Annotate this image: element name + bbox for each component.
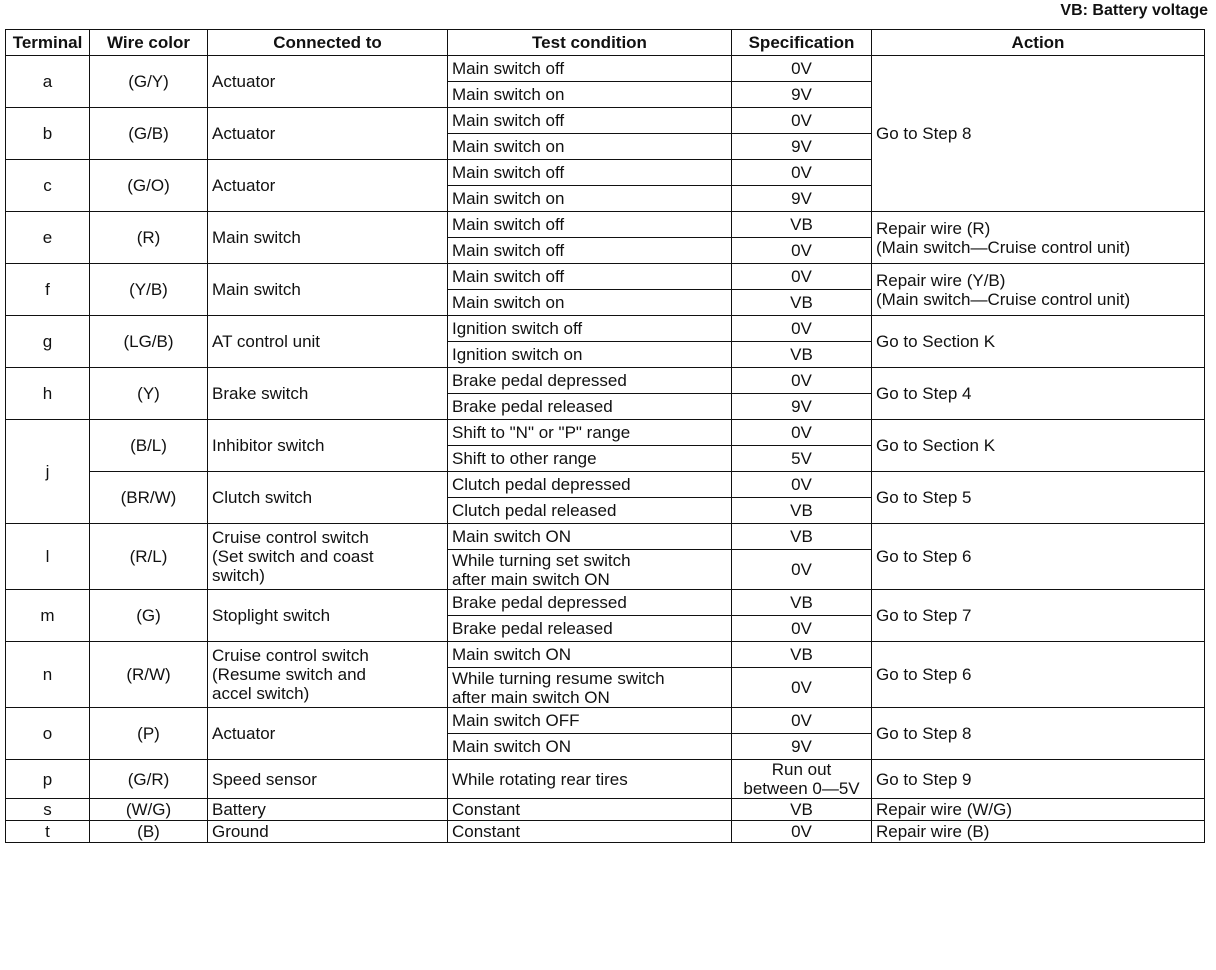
test-condition-cell: Constant: [448, 799, 732, 821]
action-line: (Main switch—Cruise control unit): [876, 237, 1131, 257]
table-row: [6, 760, 1205, 799]
test-condition-cell: Main switch on: [448, 186, 732, 212]
test-condition-cell: Clutch pedal depressed: [448, 472, 732, 498]
connected-to-cell: Brake switch: [208, 368, 448, 420]
specification-cell: 0V: [732, 264, 872, 290]
wire-color-cell: (G/Y): [90, 56, 208, 108]
specification-cell: VB: [732, 342, 872, 368]
header-test-condition: Test condition: [448, 30, 732, 56]
test-condition-cell: Clutch pedal released: [448, 498, 732, 524]
specification-cell: 9V: [732, 734, 872, 760]
test-condition-cell: Shift to "N" or "P" range: [448, 420, 732, 446]
action-cell: Go to Step 5: [872, 472, 1205, 524]
specification-cell: VB: [732, 524, 872, 550]
condition-line: after main switch ON: [452, 687, 610, 707]
connected-line: (Set switch and coast: [212, 547, 374, 566]
connected-to-cell: Ground: [208, 821, 448, 843]
wire-color-cell: (LG/B): [90, 316, 208, 368]
header-connected-to: Connected to: [208, 30, 448, 56]
wire-color-cell: (W/G): [90, 799, 208, 821]
specification-cell: 0V: [732, 420, 872, 446]
terminal-cell: p: [6, 760, 90, 799]
test-condition-cell: Main switch off: [448, 212, 732, 238]
battery-voltage-note: VB: Battery voltage: [1060, 2, 1208, 19]
wire-color-cell: (R): [90, 212, 208, 264]
action-cell: Repair wire (B): [872, 821, 1205, 843]
test-condition-cell: Brake pedal released: [448, 616, 732, 642]
test-condition-cell: Main switch on: [448, 134, 732, 160]
action-cell: Go to Step 8: [872, 708, 1205, 760]
connected-to-cell: Main switch: [208, 264, 448, 316]
header-terminal: Terminal: [6, 30, 90, 56]
wire-color-cell: (R/W): [90, 642, 208, 708]
header-specification: Specification: [732, 30, 872, 56]
test-condition-cell: Main switch off: [448, 56, 732, 82]
action-line: Repair wire (Y/B): [876, 270, 1006, 290]
terminal-cell: s: [6, 799, 90, 821]
specification-cell: 0V: [732, 368, 872, 394]
connected-to-cell: Actuator: [208, 160, 448, 212]
test-condition-cell: Main switch on: [448, 82, 732, 108]
spec-line: Run out: [771, 760, 832, 779]
action-cell: [872, 212, 1205, 264]
connected-to-cell: Clutch switch: [208, 472, 448, 524]
wire-color-cell: (R/L): [90, 524, 208, 590]
specification-cell: 5V: [732, 446, 872, 472]
connected-to-cell: Speed sensor: [208, 760, 448, 799]
connected-to-cell: Main switch: [208, 212, 448, 264]
test-condition-cell: [448, 550, 732, 590]
test-condition-cell: Brake pedal depressed: [448, 590, 732, 616]
action-cell: Go to Section K: [872, 316, 1205, 368]
action-cell: Go to Section K: [872, 420, 1205, 472]
specification-cell: 0V: [732, 472, 872, 498]
connected-line: (Resume switch and: [212, 665, 367, 684]
wire-color-cell: (G/O): [90, 160, 208, 212]
wire-color-cell: (P): [90, 708, 208, 760]
condition-line: after main switch ON: [452, 569, 610, 589]
action-cell: Go to Step 6: [872, 642, 1205, 708]
wire-color-cell: (B/L): [90, 420, 208, 472]
test-condition-cell: Brake pedal released: [448, 394, 732, 420]
specification-cell: 0V: [732, 821, 872, 843]
specification-cell: VB: [732, 642, 872, 668]
table-row: [6, 590, 1205, 616]
connected-line: Cruise control switch: [212, 528, 369, 547]
specification-cell: [732, 760, 872, 799]
table-header-row: [6, 30, 1205, 56]
connected-line: Cruise control switch: [212, 646, 369, 665]
terminal-cell: j: [6, 420, 90, 524]
table-row: [6, 56, 1205, 82]
action-line: (Main switch—Cruise control unit): [876, 289, 1131, 309]
connected-to-cell: [208, 524, 448, 590]
terminal-cell: o: [6, 708, 90, 760]
connected-to-cell: Actuator: [208, 108, 448, 160]
header-wire-color: Wire color: [90, 30, 208, 56]
test-condition-cell: Main switch OFF: [448, 708, 732, 734]
wire-color-cell: (B): [90, 821, 208, 843]
test-condition-cell: Shift to other range: [448, 446, 732, 472]
specification-cell: VB: [732, 212, 872, 238]
table-row: [6, 708, 1205, 734]
test-condition-cell: Main switch ON: [448, 734, 732, 760]
terminal-cell: h: [6, 368, 90, 420]
connected-to-cell: [208, 642, 448, 708]
test-condition-cell: Main switch on: [448, 290, 732, 316]
wire-color-cell: (G/B): [90, 108, 208, 160]
connected-to-cell: Inhibitor switch: [208, 420, 448, 472]
connected-line: switch): [212, 566, 265, 585]
specification-cell: 0V: [732, 708, 872, 734]
specification-cell: 9V: [732, 82, 872, 108]
test-condition-cell: Main switch ON: [448, 642, 732, 668]
terminal-cell: n: [6, 642, 90, 708]
specification-cell: 0V: [732, 108, 872, 134]
spec-line: between 0—5V: [743, 779, 860, 798]
table-row: [6, 368, 1205, 394]
specification-cell: 9V: [732, 134, 872, 160]
table-row: [6, 799, 1205, 821]
terminal-cell: g: [6, 316, 90, 368]
wire-color-cell: (Y/B): [90, 264, 208, 316]
specification-cell: VB: [732, 290, 872, 316]
action-cell: Go to Step 4: [872, 368, 1205, 420]
specification-cell: VB: [732, 498, 872, 524]
specification-cell: 0V: [732, 668, 872, 708]
terminal-cell: l: [6, 524, 90, 590]
connected-to-cell: Actuator: [208, 56, 448, 108]
terminal-cell: c: [6, 160, 90, 212]
action-cell: [872, 264, 1205, 316]
table-row: [6, 472, 1205, 498]
terminal-cell: m: [6, 590, 90, 642]
specification-cell: 9V: [732, 186, 872, 212]
action-cell: Go to Step 9: [872, 760, 1205, 799]
action-cell: Repair wire (W/G): [872, 799, 1205, 821]
test-condition-cell: Main switch off: [448, 160, 732, 186]
wire-color-cell: (Y): [90, 368, 208, 420]
table-row: [6, 821, 1205, 843]
terminal-cell: e: [6, 212, 90, 264]
connected-to-cell: Actuator: [208, 708, 448, 760]
table-row: [6, 642, 1205, 668]
specification-cell: 0V: [732, 56, 872, 82]
terminal-cell: t: [6, 821, 90, 843]
specification-cell: 0V: [732, 238, 872, 264]
table-row: [6, 316, 1205, 342]
table-row: [6, 212, 1205, 238]
table-row: [6, 264, 1205, 290]
action-line: Repair wire (R): [876, 218, 991, 238]
terminal-spec-table: [5, 29, 1205, 843]
connected-line: accel switch): [212, 684, 310, 703]
test-condition-cell: Main switch off: [448, 108, 732, 134]
test-condition-cell: Brake pedal depressed: [448, 368, 732, 394]
specification-cell: 0V: [732, 550, 872, 590]
specification-cell: 9V: [732, 394, 872, 420]
test-condition-cell: While rotating rear tires: [448, 760, 732, 799]
test-condition-cell: Ignition switch off: [448, 316, 732, 342]
test-condition-cell: Constant: [448, 821, 732, 843]
condition-line: While turning set switch: [452, 550, 631, 570]
terminal-cell: a: [6, 56, 90, 108]
test-condition-cell: [448, 668, 732, 708]
specification-cell: 0V: [732, 616, 872, 642]
test-condition-cell: Ignition switch on: [448, 342, 732, 368]
connected-to-cell: AT control unit: [208, 316, 448, 368]
table-row: [6, 524, 1205, 550]
header-action: Action: [872, 30, 1205, 56]
terminal-cell: f: [6, 264, 90, 316]
action-cell: Go to Step 8: [872, 56, 1205, 212]
specification-cell: VB: [732, 799, 872, 821]
condition-line: While turning resume switch: [452, 668, 665, 688]
table-row: [6, 420, 1205, 446]
specification-cell: 0V: [732, 316, 872, 342]
wire-color-cell: (G): [90, 590, 208, 642]
connected-to-cell: Stoplight switch: [208, 590, 448, 642]
specification-cell: 0V: [732, 160, 872, 186]
test-condition-cell: Main switch off: [448, 264, 732, 290]
wire-color-cell: (G/R): [90, 760, 208, 799]
action-cell: Go to Step 6: [872, 524, 1205, 590]
terminal-cell: b: [6, 108, 90, 160]
connected-to-cell: Battery: [208, 799, 448, 821]
test-condition-cell: Main switch ON: [448, 524, 732, 550]
specification-cell: VB: [732, 590, 872, 616]
action-cell: Go to Step 7: [872, 590, 1205, 642]
wire-color-cell: (BR/W): [90, 472, 208, 524]
test-condition-cell: Main switch off: [448, 238, 732, 264]
